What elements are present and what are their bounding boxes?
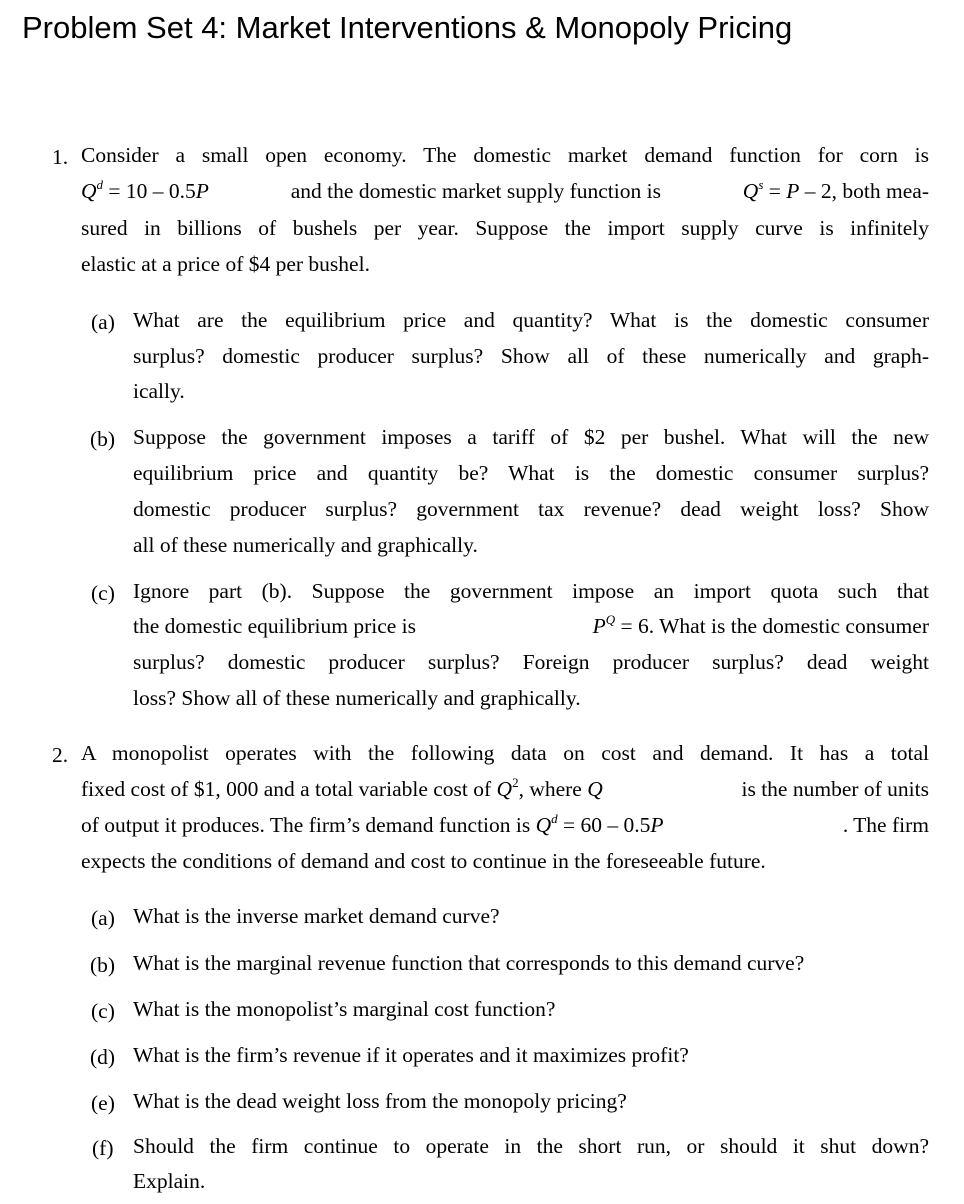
q2e-label: (e) <box>91 1091 115 1115</box>
q1-line3: sured in billions of bushels per year. Suppose the import supply curve is infinitely <box>81 216 929 240</box>
q2f-line1: Should the firm continue to operate in the short run, or should it shut down? <box>133 1134 929 1158</box>
q1-line2-supply: $Q^s = P - 2$, both mea- <box>742 177 929 203</box>
q1-number: 1. <box>52 145 69 169</box>
q1-line2-demand: $Q^d = 10 - 0.5P$ <box>81 177 209 203</box>
q1-line1: Consider a small open economy. The domestic market demand function for corn is <box>81 143 929 167</box>
q2-line4: expects the conditions of demand and cost to continue in the foreseeable future. <box>81 849 766 873</box>
q1c-line4: loss? Show all of these numerically and graphically. <box>133 686 581 710</box>
q1b-line4: all of these numerically and graphically. <box>133 533 478 557</box>
q2f-line2: Explain. <box>133 1169 206 1193</box>
q1a-line3: ically. <box>133 379 185 403</box>
q2e-text: What is the dead weight loss from the monopoly pricing? <box>133 1089 627 1113</box>
q2d-text: What is the firm’s revenue if it operates and it maximizes profit? <box>133 1043 689 1067</box>
q1-line2-mid: and the domestic market supply function is <box>285 179 667 203</box>
q1b-line2: equilibrium price and quantity be? What is the domestic consumer surplus? <box>133 461 929 485</box>
q1b-line1: Suppose the government imposes a tariff of $2 per bushel. What will the new <box>133 425 929 449</box>
q2-number: 2. <box>52 743 69 767</box>
q1-line2 <box>81 177 929 203</box>
q1a-line2: surplus? domestic producer surplus? Show all of these numerically and graph- <box>133 344 929 368</box>
q2f-label: (f) <box>92 1136 114 1160</box>
q2-line1: A monopolist operates with the following data on cost and demand. It has a total <box>81 741 929 765</box>
q2-line3: of output it produces. The firm’s demand function is $Q^d = 60 - 0.5P$ . The firm <box>81 811 929 837</box>
q1c-line2: the domestic equilibrium price is $P^Q = 6$. What is the domestic consumer <box>133 612 929 638</box>
q2b-text: What is the marginal revenue function that corresponds to this demand curve? <box>133 951 805 975</box>
q2a-label: (a) <box>91 906 115 930</box>
q2-line2: fixed cost of $1, 000 and a total variable cost of $Q^2$, where Q is the number of units <box>81 775 929 801</box>
q1a-label: (a) <box>91 310 115 334</box>
q1b-label: (b) <box>90 427 116 451</box>
q2b-label: (b) <box>90 953 116 977</box>
q1c-line1: Ignore part (b). Suppose the government impose an import quota such that <box>133 579 929 603</box>
q2a-text: What is the inverse market demand curve? <box>133 904 500 928</box>
q1-line4: elastic at a price of $4 per bushel. <box>81 252 370 276</box>
q1b-line3: domestic producer surplus? government tax revenue? dead weight loss? Show <box>133 497 929 521</box>
q1a-line1: What are the equilibrium price and quantity? What is the domestic consumer <box>133 308 929 332</box>
q1c-label: (c) <box>91 581 115 605</box>
q2c-text: What is the monopolist’s marginal cost function? <box>133 997 556 1021</box>
q2c-label: (c) <box>91 999 115 1023</box>
q1c-line3: surplus? domestic producer surplus? Foreign producer surplus? dead weight <box>133 650 929 674</box>
page-title: Problem Set 4: Market Interventions & Monopoly Pricing <box>22 10 793 45</box>
q2d-label: (d) <box>90 1045 116 1069</box>
